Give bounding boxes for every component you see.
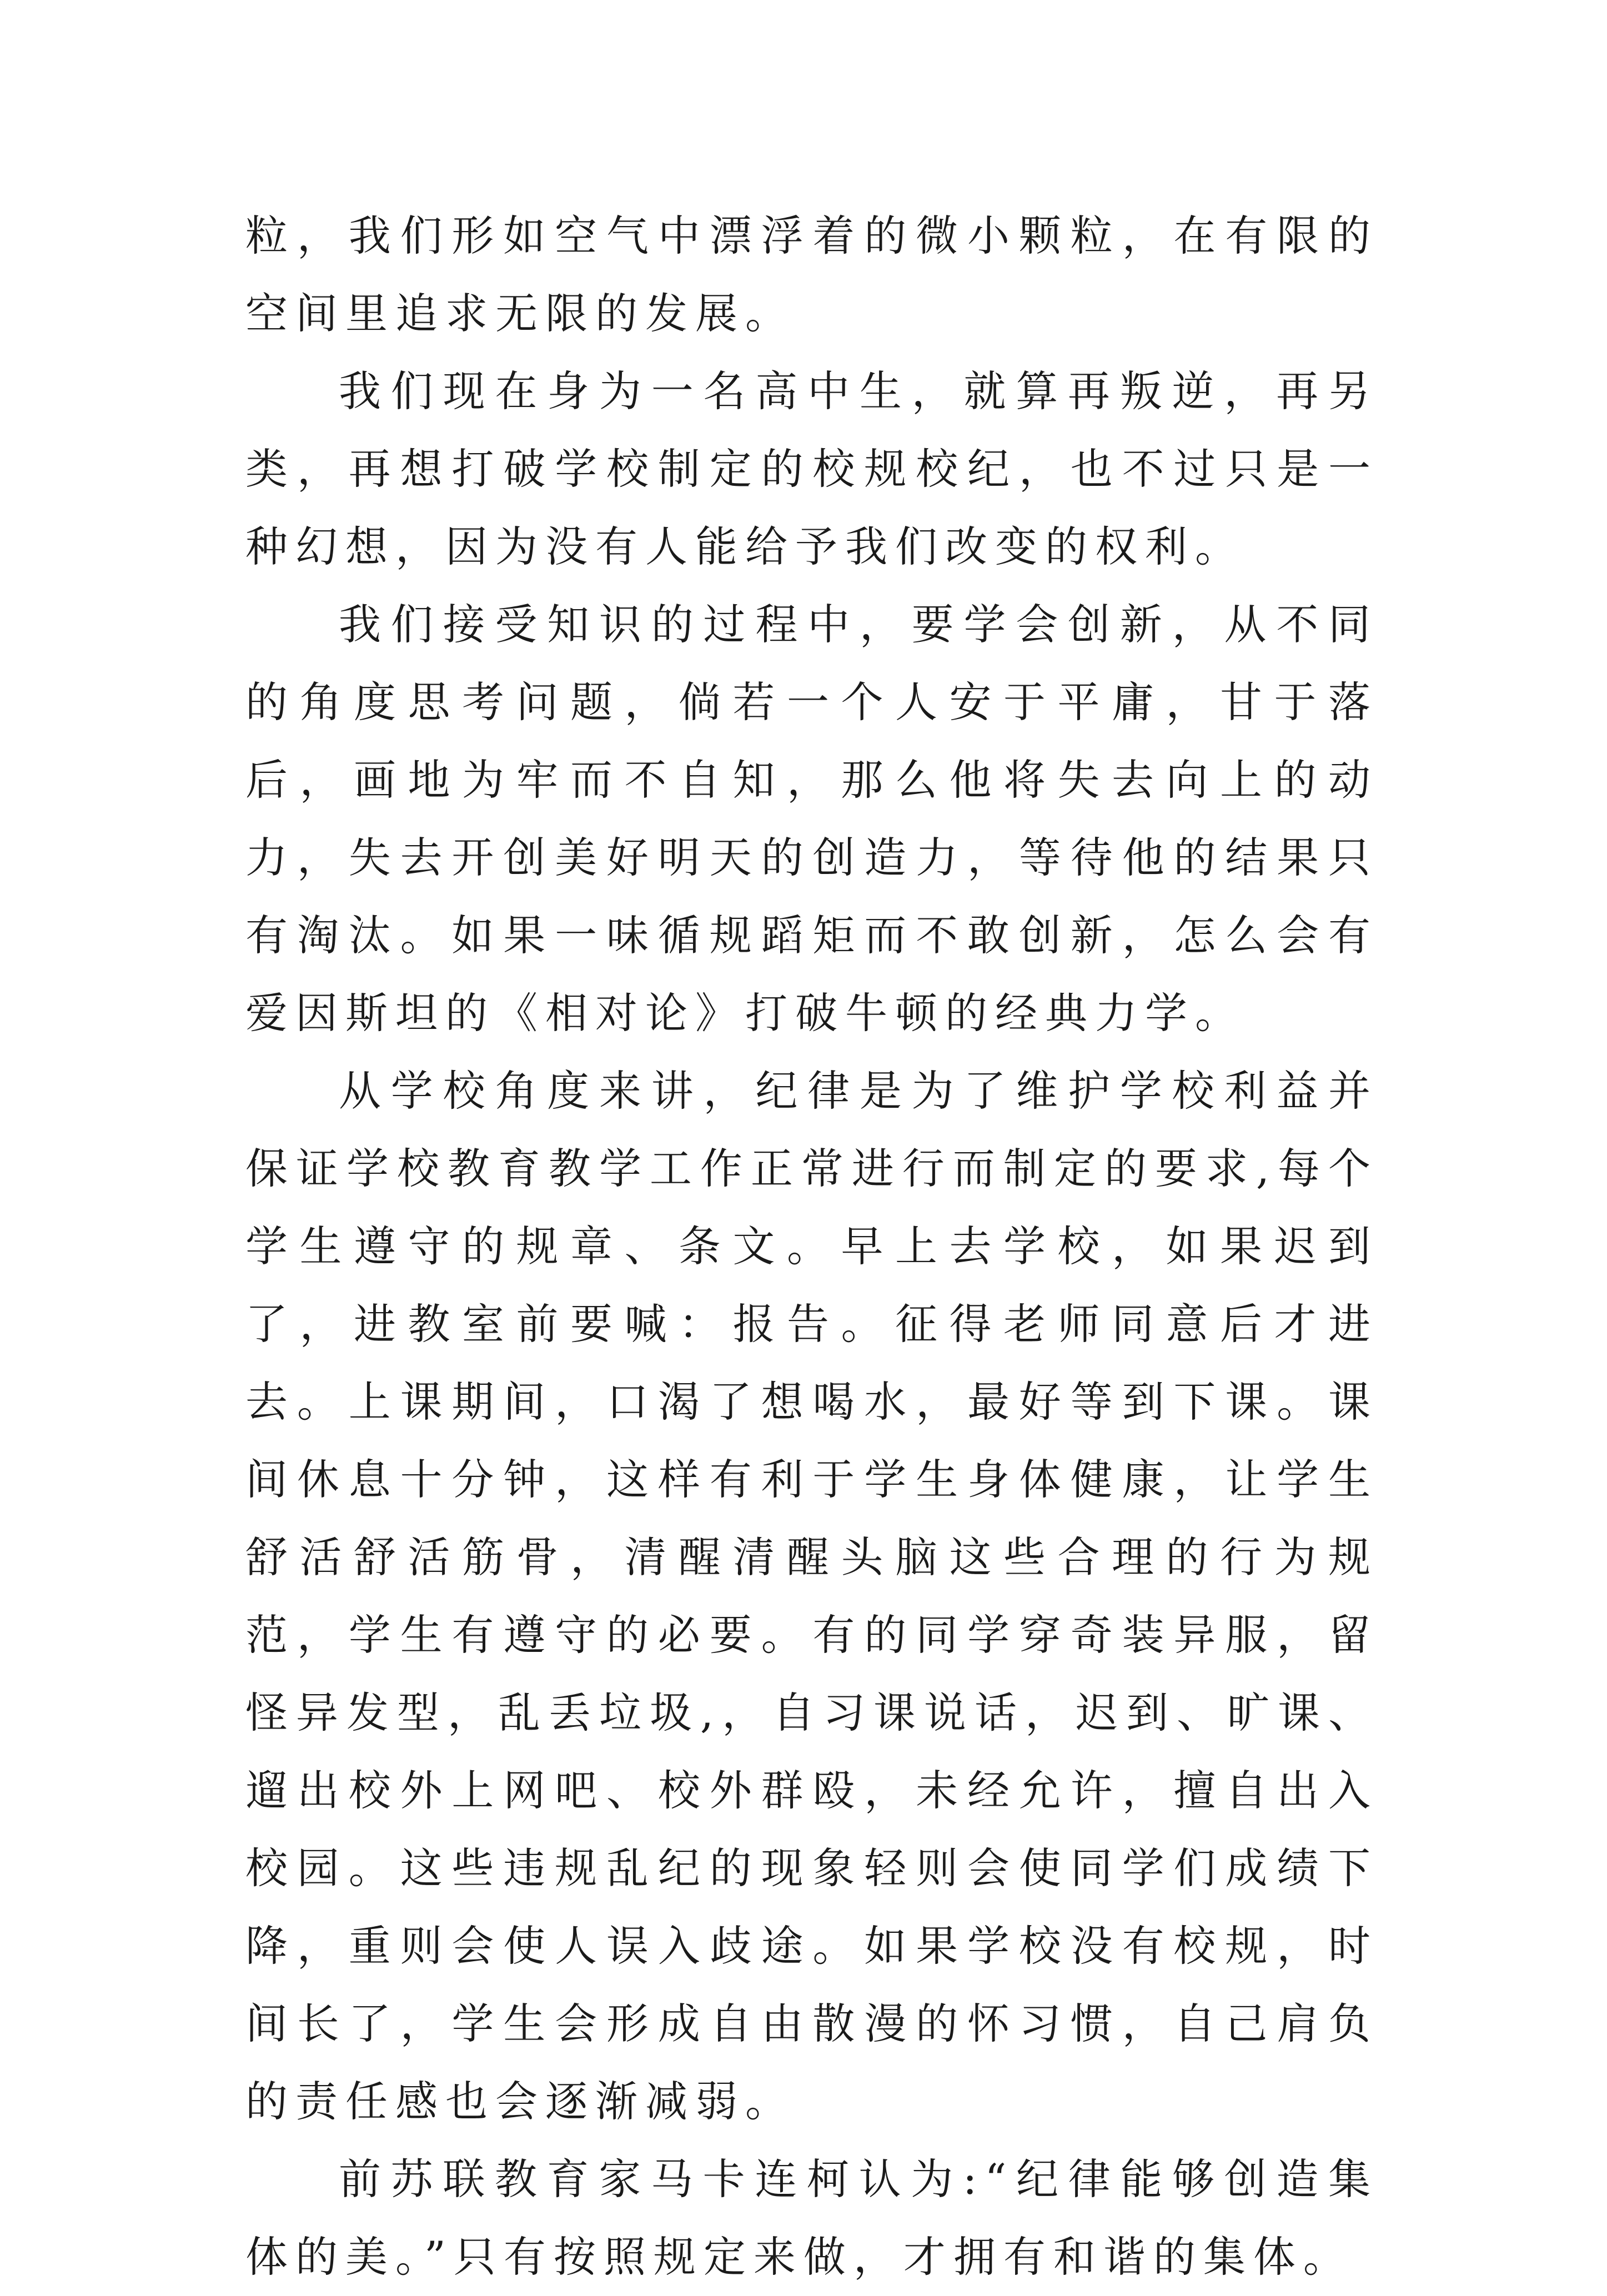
paragraph: 从学校角度来讲，纪律是为了维护学校利益并保证学校教育教学工作正常进行而制定的要求,每个学生遵守的规章、条文。早上去学校，如果迟到了，进教室前要喊：报告。征得老师同意后才进去。上课期间，口渴了想喝水，最好等到下课。课间休息十分钟，这样有利于学生身体健康，让学生舒活舒活筋骨，清醒清醒头脑这些合理的行为规范，学生有遵守的必要。有的同学穿奇装异服，留怪异发型，乱丢垃圾,，自习课说话，迟到、旷课、遛出校外上网吧、校外群殴，未经允许，擅自出入校园。这些违规乱纪的现象轻则会使同学们成绩下降，重则会使人误入歧途。如果学校没有校规，时间长了，学生会形成自由散漫的怀习惯，自己肩负的责任感也会逐渐减弱。 xyxy=(245,1066,1378,2126)
paragraph-continuation: 粒，我们形如空气中漂浮着的微小颗粒，在有限的空间里追求无限的发展。 xyxy=(245,211,1378,338)
paragraph: 我们接受知识的过程中，要学会创新，从不同的角度思考问题，倘若一个人安于平庸，甘于落后，画地为牢而不自知，那么他将失去向上的动力，失去开创美好明天的创造力，等待他的结果只有淘汰。如果一味循规蹈矩而不敢创新，怎么会有爱因斯坦的《相对论》打破牛顿的经典力学。 xyxy=(245,600,1378,1038)
paragraph: 前苏联教育家马卡连柯认为:“纪律能够创造集体的美。”只有按照规定来做，才拥有和谐的集体。 xyxy=(245,2154,1378,2282)
document-body xyxy=(245,197,1378,2296)
paragraph: 我们现在身为一名高中生，就算再叛逆，再另类，再想打破学校制定的校规校纪，也不过只是一种幻想，因为没有人能给予我们改变的权利。 xyxy=(245,366,1378,571)
